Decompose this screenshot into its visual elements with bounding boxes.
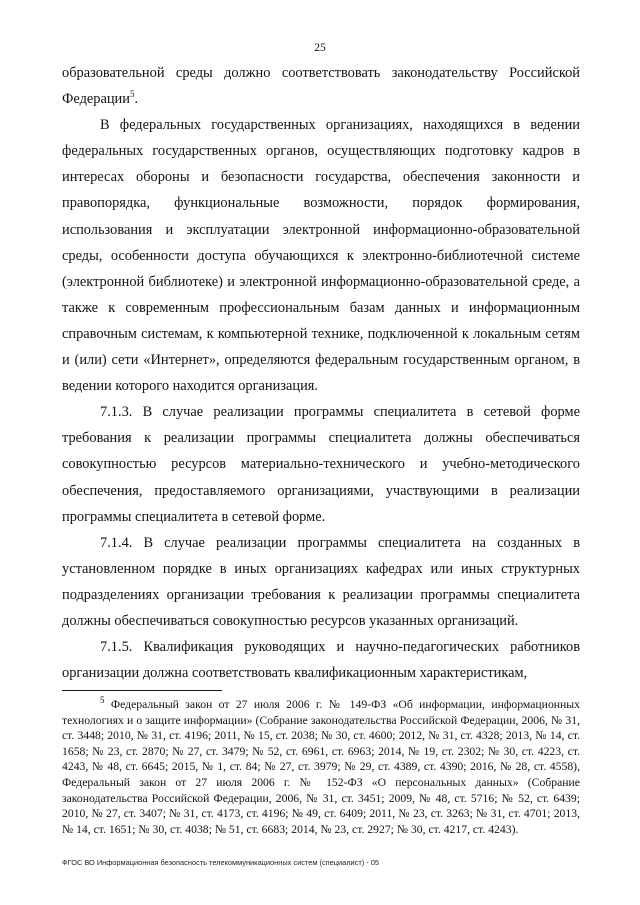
paragraph-7-1-3: 7.1.3. В случае реализации программы специалитета в сетевой форме требования к реализации программы специалитета должны обеспечиваться совокупностью ресурсов материально-технического и учебно-методического обеспечения, предоставляемого организациями, участвующими в реализации программы специалитета в сетевой форме. [62, 404, 580, 525]
footnote-text: Федеральный закон от 27 июля 2006 г. № 149-ФЗ «Об информации, информационных технологиях и о защите информации» (Собрание законодательства Российской Федерации, 2006, № 31, ст. 3448; 2010, № 31, ст. 4196; 2011, № 15, ст. 2038; № 30, ст. 4600; 2012, № 31, ст. 4328; 2013, № 14, ст. 1658; № 23, ст. 2870; № 27, ст. 3479; № 52, ст. 6961, ст. 6963; 2014, № 19, ст. 2302; № 30, ст. 4223, ст. 4243, № 48, ст. 6645; 2015, № 1, ст. 84; № 27, ст. 3979; № 29, ст. 4389, ст. 4390; 2016, № 28, ст. 4558), Федеральный закон от 27 июля 2006 г. № 152-ФЗ «О персональных данных» (Собрание законодательства Российской Федерации, 2006, № 31, ст. 3451; 2009, № 48, ст. 5716; № 52, ст. 6439; 2010, № 27, ст. 3407; № 31, ст. 4173, ст. 4196; № 49, ст. 6409; 2011, № 23, ст. 3263; № 31, ст. 4701; 2013, № 14, ст. 1651; № 30, ст. 4038; № 51, ст. 6683; 2014, № 23, ст. 2927; № 30, ст. 4217, ст. 4243). [62, 698, 580, 836]
paragraph-7-1-5: 7.1.5. Квалификация руководящих и научно-педагогических работников организации должна соответствовать квалификационным характеристикам, [62, 639, 580, 682]
footnote-marker: 5 [100, 695, 105, 706]
paragraph-7-1-4: 7.1.4. В случае реализации программы специалитета на созданных в установленном порядке в иных организациях кафедрах или иных структурных подразделениях организации требования к реализации программы специалитета должны обеспечиваться совокупностью ресурсов указанных организаций. [62, 534, 580, 629]
footnote-reference: 5 [129, 89, 135, 100]
paragraph-federal-organizations: В федеральных государственных организациях, находящихся в ведении федеральных государственных органов, осуществляющих подготовку кадров в интересах обороны и безопасности государства, обеспечения законности и правопорядка, функциональные возможности, порядок формирования, использования и эксплуатации электронной информационно-образовательной среды, особенности доступа обучающихся к электронно-библиотечной системе (электронной библиотеке) и электронной информационно-образовательной среде, а также к современным профессиональным базам данных и информационным справочным системам, к компьютерной технике, подключенной к локальным сетям и (или) сети «Интернет», определяются федеральным государственным органом, в ведении которого находится организация. [62, 117, 580, 395]
paragraph-continuation [62, 60, 580, 112]
footnote-separator [62, 690, 222, 691]
page-footer: ФГОС ВО Информационная безопасность телекоммуникационных систем (специалист) - 05 [62, 858, 379, 867]
body-text [62, 60, 580, 686]
page-number: 25 [314, 42, 326, 54]
paragraph-trail: . [134, 91, 139, 108]
footnote [62, 697, 580, 837]
paragraph-text: образовательной среды должно соответствовать законодательству Российской Федерации [62, 65, 580, 108]
